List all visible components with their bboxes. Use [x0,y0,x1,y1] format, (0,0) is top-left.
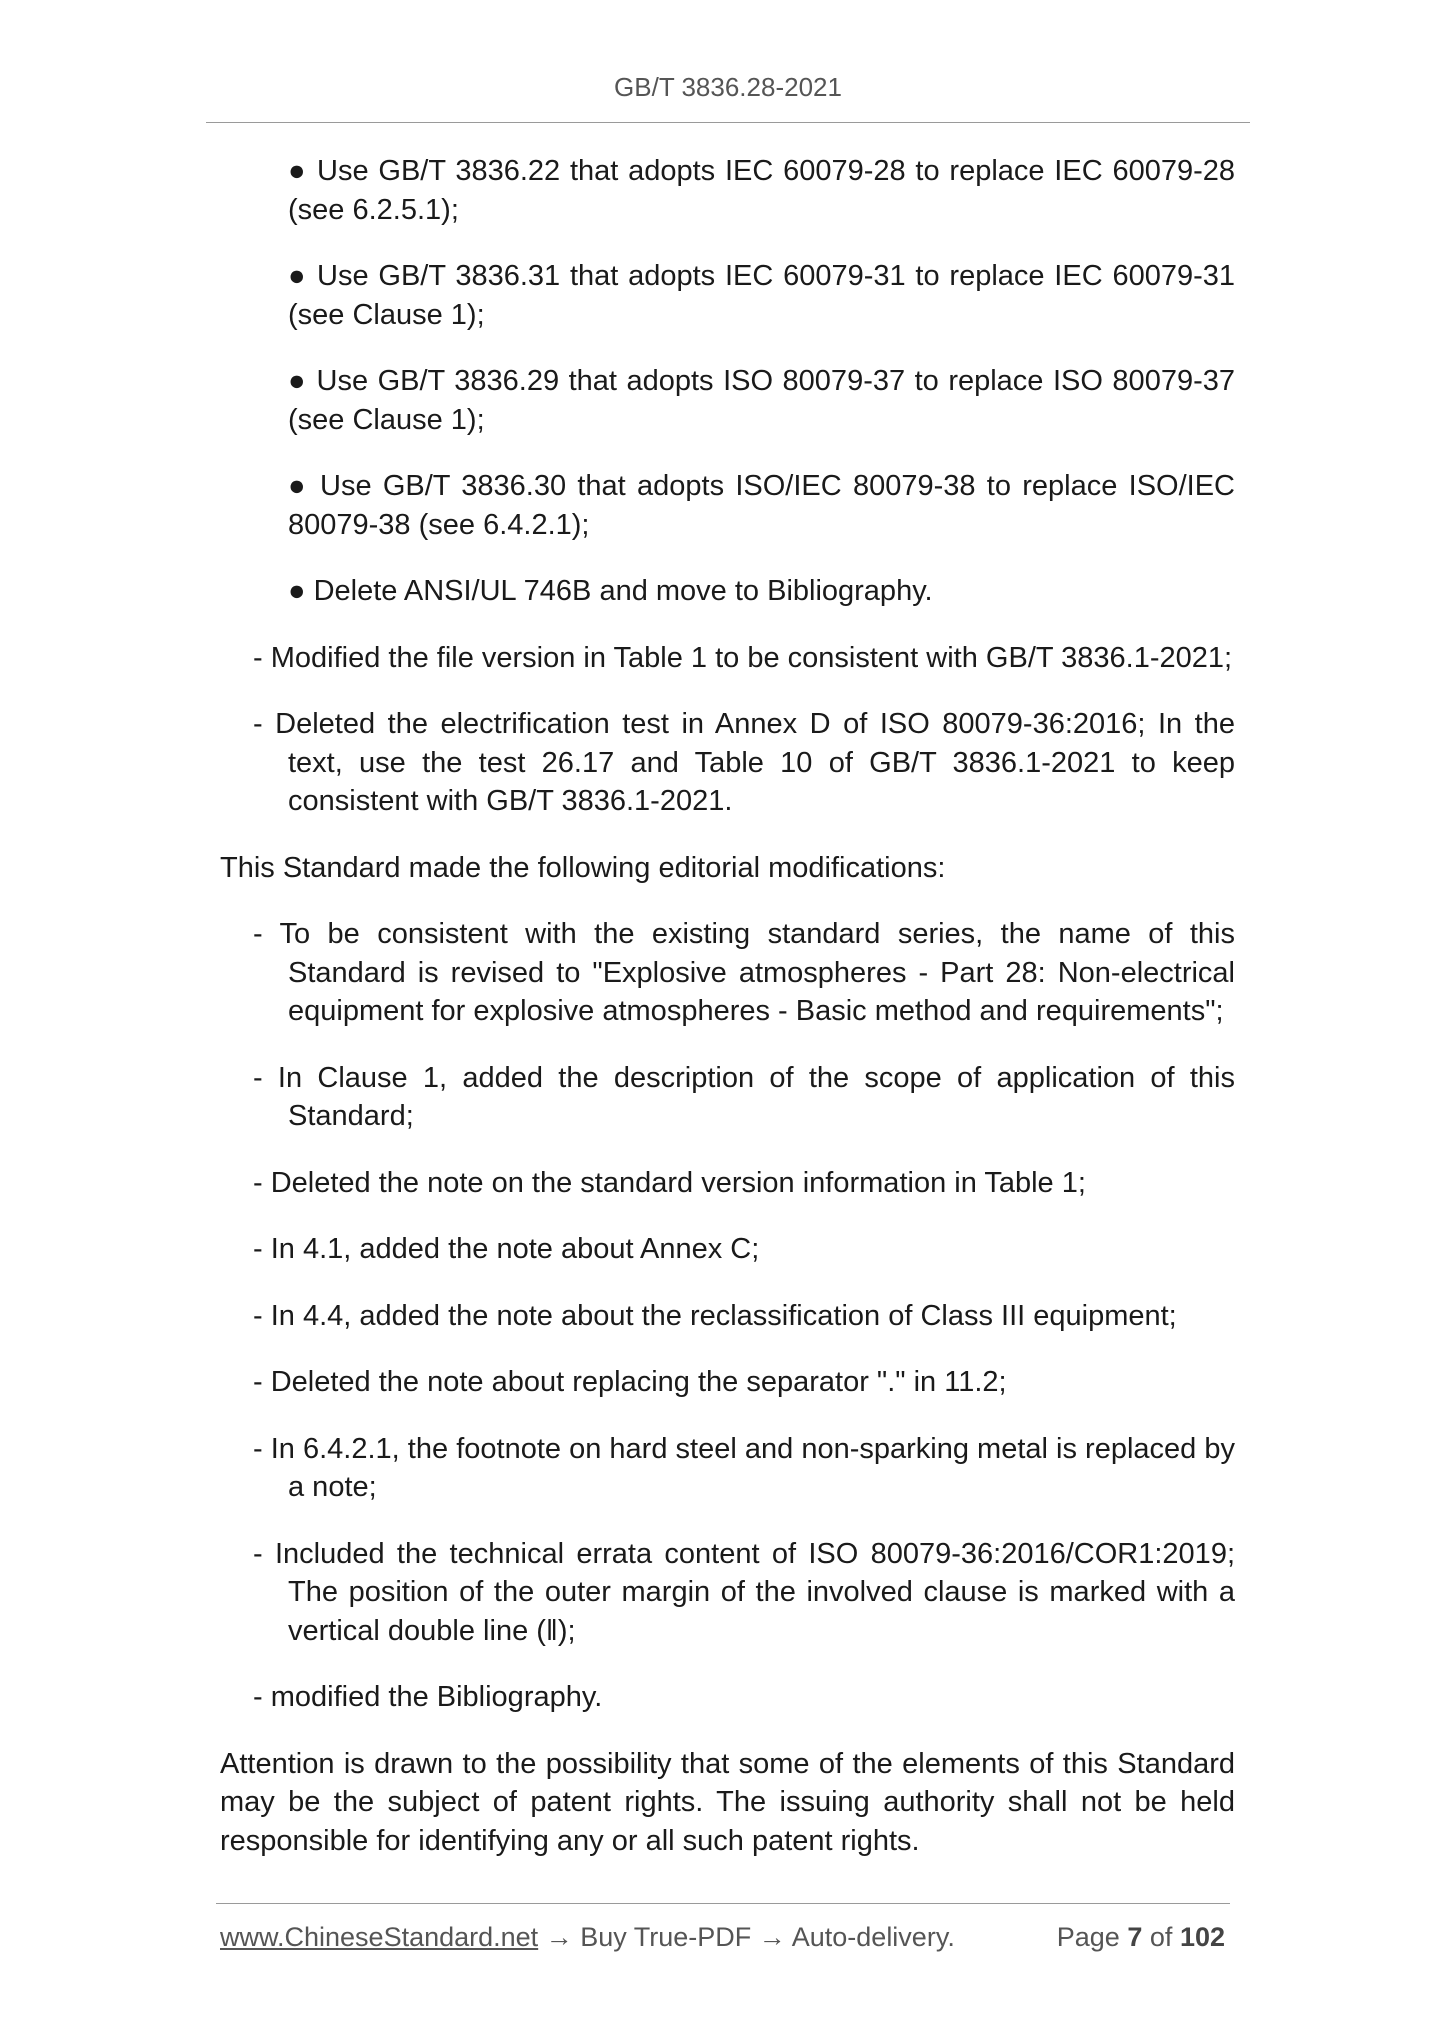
bullet-item: ● Use GB/T 3836.29 that adopts ISO 80079-37 to replace ISO 80079-37 (see Clause 1); [288,365,1235,436]
total-pages: 102 [1179,1922,1225,1952]
bullet-item: ● Use GB/T 3836.30 that adopts ISO/IEC 80079-38 to replace ISO/IEC 80079-38 (see 6.4.2.1); [288,470,1235,541]
bullet-item: ● Delete ANSI/UL 746B and move to Bibliography. [288,575,933,607]
dash-item: - In Clause 1, added the description of the scope of application of this Standard; [253,1061,1235,1132]
page-number: 7 [1127,1922,1143,1952]
page-header-title: GB/T 3836.28-2021 [614,72,842,102]
dash-item: - In 4.4, added the note about the reclassification of Class III equipment; [253,1299,1177,1332]
dash-item: - To be consistent with the existing standard series, the name of this Standard is revised to "Explosive atmospheres - Part 28: Non-electrical equipment for explosive atmospheres - Basic method and requirements"; [253,918,1235,1027]
dash-item: - Included the technical errata content of ISO 80079-36:2016/COR1:2019; The position of the outer margin of the involved clause is marked with a vertical double line (‖); [253,1537,1235,1647]
patent-notice-paragraph: Attention is drawn to the possibility that some of the elements of this Standard may be the subject of patent rights. The issuing authority shall not be held responsible for identifying any or all such patent rights. [220,1747,1235,1857]
bullet-item: ● Use GB/T 3836.31 that adopts IEC 60079-31 to replace IEC 60079-31 (see Clause 1); [288,260,1235,331]
promo-text: → Buy True-PDF → Auto-delivery. [538,1922,955,1952]
bullet-item: ● Use GB/T 3836.22 that adopts IEC 60079-28 to replace IEC 60079-28 (see 6.2.5.1); [288,155,1235,226]
page-counter [1057,1922,1225,1953]
dash-item: - In 4.1, added the note about Annex C; [253,1233,760,1265]
dash-item: - Deleted the note about replacing the separator "." in 11.2; [253,1366,1007,1398]
footer-promo [220,1922,955,1953]
site-link[interactable]: www.ChineseStandard.net [220,1922,539,1952]
of-label: of [1149,1922,1173,1952]
header-divider [206,122,1250,123]
body-paragraph: This Standard made the following editorial modifications: [220,851,946,884]
page-label: Page [1056,1922,1120,1952]
document-body [220,152,1235,1888]
dash-item: - modified the Bibliography. [253,1681,603,1713]
dash-item: - Deleted the electrification test in Annex D of ISO 80079-36:2016; In the text, use the test 26.17 and Table 10 of GB/T 3836.1-2021 to keep consistent with GB/T 3836.1-2021. [253,708,1235,817]
dash-item: - In 6.4.2.1, the footnote on hard steel and non-sparking metal is replaced by a note; [253,1432,1235,1503]
dash-item: - Deleted the note on the standard version information in Table 1; [253,1166,1086,1199]
footer-divider [216,1903,1230,1904]
dash-item: - Modified the file version in Table 1 to be consistent with GB/T 3836.1-2021; [253,641,1233,674]
